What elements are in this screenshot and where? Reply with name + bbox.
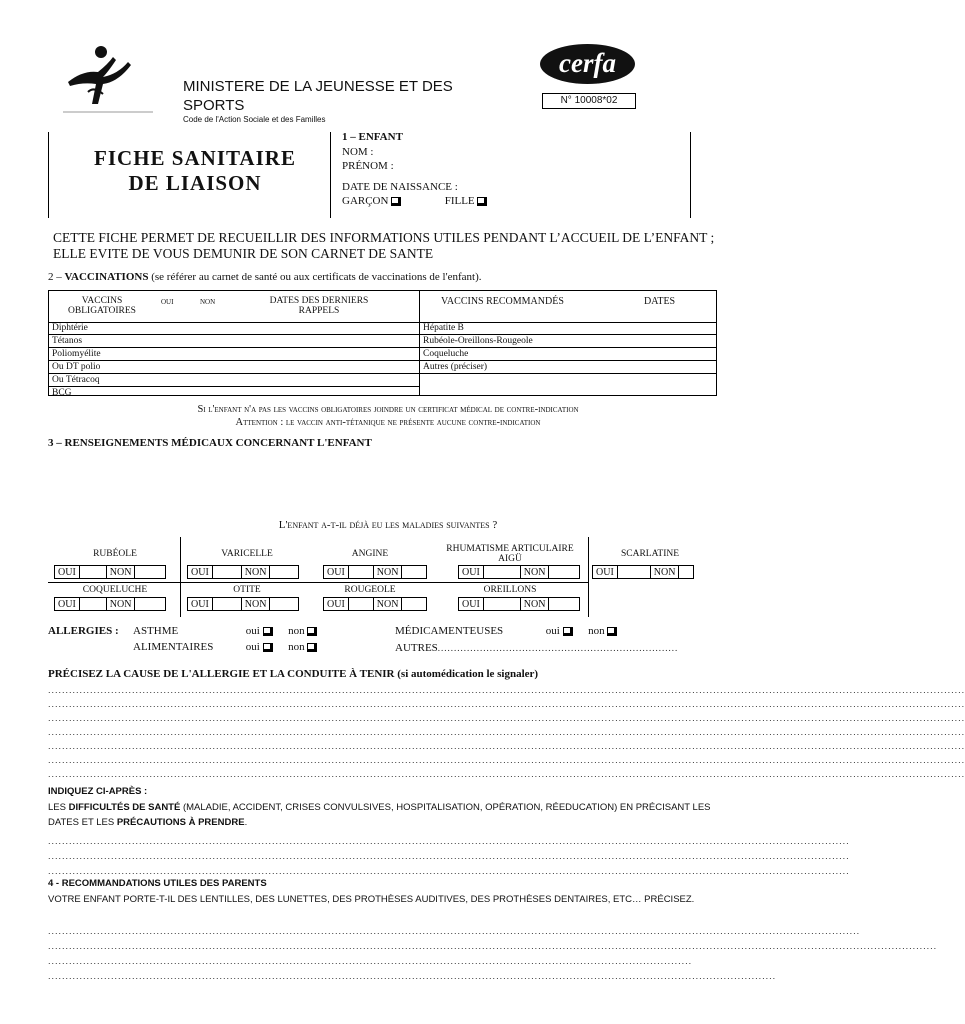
indiquez-text	[48, 800, 718, 830]
alimentaires-oui-checkbox[interactable]	[263, 643, 273, 652]
oui-non-otite[interactable]: OUI NON	[187, 597, 299, 611]
dob-label: DATE DE NAISSANCE :	[342, 180, 458, 193]
asthme-non-checkbox[interactable]	[307, 627, 317, 636]
vaccine-row: Ou Tétracoq	[49, 374, 419, 387]
col-recommandes: VACCINS RECOMMANDÉS	[441, 296, 564, 307]
form-number: N° 10008*02	[542, 93, 636, 109]
asthme-label: ASTHME	[133, 625, 179, 637]
vaccinations-title: VACCINATIONS	[64, 271, 149, 283]
disease-label: OTITE	[233, 585, 261, 595]
oui-non-rougeole[interactable]: OUI NON	[323, 597, 427, 611]
recommandes-list	[420, 322, 716, 374]
prenom-label: PRÉNOM :	[342, 160, 394, 172]
recommandations-text: VOTRE ENFANT PORTE-T-IL DES LENTILLES, DES LUNETTES, DES PROTHÈSES AUDITIVES, DES PROTHÈSES DENTAIRES, ETC… PRÉCISEZ.	[48, 894, 695, 905]
allergy-details-field[interactable]: ...................................................................................................................................................................................................................................................................... ...................................................................................................................................................................................................................................................................... ...................................................................................................................................................................................................................................................................... ...................................................................................................................................................................................................................................................................... ...................................................................................................................................................................................................................................................................... ...................................................................................................................................................................................................................................................................... ......................................................................................................................................................................................................................................................................	[48, 685, 965, 779]
vaccinations-num: 2 –	[48, 271, 62, 283]
indiquez-bold-2: PRÉCAUTIONS À PRENDRE	[116, 817, 245, 828]
vaccine-row: Hépatite B	[420, 322, 716, 335]
vaccine-row: Autres (préciser)	[420, 361, 716, 374]
col-dates: DATES DES DERNIERS RAPPELS	[269, 296, 369, 316]
form-title	[60, 146, 330, 196]
indiquez-text-2: (MALADIE, ACCIDENT, CRISES CONVULSIVES, HOSPITALISATION, OPÉRATION, RÉEDUCATION) EN PRÉCISANT LES DATES ET LES	[48, 802, 711, 828]
non-label: non	[288, 625, 305, 637]
disease-question: L'enfant a-t-il déjà eu les maladies suivantes ?	[278, 519, 498, 531]
disease-label: ANGINE	[351, 549, 389, 559]
vaccine-row: Poliomyélite	[49, 348, 419, 361]
garcon-checkbox[interactable]	[391, 197, 401, 206]
intro-text: CETTE FICHE PERMET DE RECUEILLIR DES INFORMATIONS UTILES PENDANT L’ACCUEIL DE L’ENFANT ; ELLE EVITE DE VOUS DEMUNIR DE SON CARNET DE SANTE	[53, 230, 715, 261]
fille-checkbox[interactable]	[477, 197, 487, 206]
allergy-medicamenteuses-row	[395, 625, 617, 637]
vaccine-row: Tétanos	[49, 335, 419, 348]
oui-label: oui	[545, 625, 560, 637]
oui-non-oreillons[interactable]: OUI NON	[458, 597, 580, 611]
indiquez-bold-1: DIFFICULTÉS DE SANTÉ	[68, 802, 181, 813]
vaccine-note-1: Si l'enfant n'a pas les vaccins obligatoires joindre un certificat médical de contre-indication	[197, 404, 579, 415]
precisez-heading: PRÉCISEZ LA CAUSE DE L'ALLERGIE ET LA CONDUITE À TENIR (si automédication le signaler)	[48, 668, 539, 680]
medical-heading: 3 – RENSEIGNEMENTS MÉDICAUX CONCERNANT L'ENFANT	[48, 437, 372, 449]
form-title-line1: FICHE SANITAIRE	[94, 146, 296, 170]
cerfa-logo	[540, 44, 635, 84]
vaccinations-heading	[48, 271, 481, 283]
disease-label: RHUMATISME ARTICULAIRE AIGÜ	[446, 544, 574, 564]
ministry-name: MINISTERE DE LA JEUNESSE ET DES SPORTS	[183, 78, 453, 114]
col-non: non	[200, 296, 216, 307]
vaccine-row: Rubéole-Oreillons-Rougeole	[420, 335, 716, 348]
vaccinations-table	[48, 290, 717, 396]
child-section	[342, 130, 487, 209]
health-details-field[interactable]: ..................................................................................................................................................................................................................................... ..................................................................................................................................................................................................................................... .....................................................................................................................................................................................................................................	[48, 836, 850, 876]
garcon-label: GARÇON	[342, 195, 389, 207]
child-heading: 1 – ENFANT	[342, 131, 403, 143]
asthme-oui-checkbox[interactable]	[263, 627, 273, 636]
vaccine-row: Coqueluche	[420, 348, 716, 361]
code-label: Code de l'Action Sociale et des Familles	[183, 115, 326, 124]
disease-label: SCARLATINE	[620, 549, 680, 559]
vaccine-row: BCG	[52, 388, 72, 398]
medicamenteuses-oui-checkbox[interactable]	[563, 627, 573, 636]
vaccine-note-2: Attention : le vaccin anti-tétanique ne présente aucune contre-indication	[235, 417, 541, 428]
form-title-line2: DE LIAISON	[128, 171, 262, 195]
recommandations-heading: 4 - RECOMMANDATIONS UTILES DES PARENTS	[48, 878, 267, 889]
ministry-logo	[58, 42, 158, 117]
oui-non-angine[interactable]: OUI NON	[323, 565, 427, 579]
non-label: non	[288, 641, 305, 653]
obligatoires-list	[49, 322, 419, 399]
col-oui: oui	[161, 296, 174, 307]
oui-non-scarlatine[interactable]: OUI NON	[592, 565, 694, 579]
allergies-label: ALLERGIES :	[48, 625, 119, 637]
oui-label: oui	[245, 641, 260, 653]
fille-label: FILLE	[444, 195, 475, 207]
disease-label: ROUGEOLE	[344, 585, 396, 595]
medicamenteuses-non-checkbox[interactable]	[607, 627, 617, 636]
divider	[330, 132, 331, 218]
oui-label: oui	[245, 625, 260, 637]
vaccine-row: Diphtérie	[49, 322, 419, 335]
indiquez-heading: INDIQUEZ CI-APRÈS :	[48, 786, 148, 797]
vaccinations-note: (se référer au carnet de santé ou aux certificats de vaccinations de l'enfant).	[151, 271, 482, 283]
recommandations-field[interactable]: ........................................................................................................................................................................................................................................ .............................................................................................................................................................................................................................................................. ........................................................................................................................................................................................ ................................................................................................................................................................................................................	[48, 926, 938, 981]
col-dates2: DATES	[644, 296, 676, 307]
oui-non-varicelle[interactable]: OUI NON	[187, 565, 299, 579]
oui-non-rhumatisme[interactable]: OUI NON	[458, 565, 580, 579]
autres-label: AUTRES	[395, 642, 438, 654]
oui-non-coqueluche[interactable]: OUI NON	[54, 597, 166, 611]
nom-label: NOM :	[342, 145, 374, 158]
allergy-alimentaires-row	[133, 641, 317, 653]
col-vaccins: VACCINS OBLIGATOIRES	[68, 296, 136, 316]
indiquez-text-1: LES	[48, 802, 69, 813]
disease-label: COQUELUCHE	[82, 585, 148, 595]
disease-label: VARICELLE	[221, 549, 273, 559]
disease-label: OREILLONS	[483, 585, 537, 595]
allergy-autres-row: AUTRES..........................................................................	[395, 642, 679, 654]
medicamenteuses-label: MÉDICAMENTEUSES	[395, 625, 504, 637]
alimentaires-label: ALIMENTAIRES	[133, 641, 214, 653]
non-label: non	[588, 625, 605, 637]
allergy-asthme-row	[133, 625, 317, 637]
disease-label: RUBÉOLE	[93, 549, 137, 559]
gender-row	[342, 194, 487, 209]
oui-non-rubeole[interactable]: OUI NON	[54, 565, 166, 579]
vaccine-row: Ou DT polio	[49, 361, 419, 374]
cerfa-logo-text: cerfa	[559, 48, 616, 78]
alimentaires-non-checkbox[interactable]	[307, 643, 317, 652]
indiquez-text-3: .	[244, 817, 248, 828]
